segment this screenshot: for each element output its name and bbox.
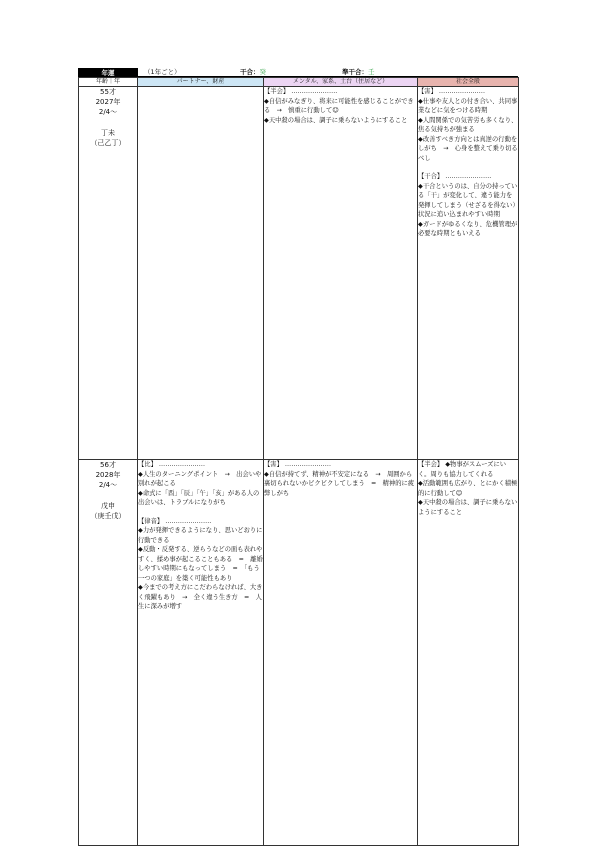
kango-label: 干合： [240, 68, 260, 76]
entry-heading: 【半会】 …………………. [264, 88, 338, 95]
nenun-sheet [78, 68, 518, 610]
entry-text: ◆命式に「酉」「辰」「午」「亥」がある人の出会いは、トラブルになりがち [138, 489, 260, 506]
junkango-label: 準干合： [342, 68, 368, 76]
junkango-value: 壬 [368, 68, 375, 76]
society-cell [418, 87, 519, 460]
entry-text: ◆改善すべき方向とは真逆の行動をしがち → 心身を整えて乗り切るべし [418, 135, 518, 162]
age-cell [79, 460, 138, 846]
col-mental: メンタル、家系、土台（住居など） [264, 78, 418, 87]
table-row [79, 87, 519, 460]
year: 2028年 [95, 471, 121, 479]
entry-text: ◆ガードがゆるくなり、危機管理が必要な時期ともいえる [418, 220, 518, 237]
subtitle: （1年ごと） [144, 68, 181, 76]
mental-cell [264, 460, 418, 846]
partner-cell [138, 460, 264, 846]
partner-cell [138, 87, 264, 460]
entry-text: ◆人間関係での気苦労も多くなり、焦る気持ちが強まる [418, 116, 518, 133]
entry-text: ◆人生のターニングポイント → 出会いや別れが起こる [138, 470, 262, 487]
col-age-year: 年齢｜年 [79, 78, 138, 87]
entry-text: ◆自信がみなぎり、将来に可能性を感じることができる → 慎重に行動して☺ [264, 97, 414, 114]
col-partner: パートナー、財産 [138, 78, 264, 87]
entry-text: ◆干合というのは、自分の持っている「干」が変化して、違う能力を発揮してしまう（せざるを得ない）状況に追い込まれやすい時期 [418, 182, 518, 218]
age: 56才 [100, 461, 116, 469]
sheet-header [78, 68, 518, 77]
entry-text: ◆天中殺の場合は、調子に乗らないようにすること [418, 499, 518, 516]
entry-heading: 【害】 …………………. [264, 461, 331, 468]
mental-cell [264, 87, 418, 460]
entry-heading: 【干合】 …………………. [418, 173, 492, 180]
entry-text: ◆仕事や友人との付き合い、共同事業などに気をつける時期 [418, 97, 518, 114]
kanshi-detail: （庚壬戊） [90, 512, 126, 520]
entry-text: ◆反動・反発する、逆らうなどの面も表れやすく、揉め事が起こることもある = 離婚しやすい時期にもなってしまう = 「もう一つの家庭」を築く可能性もあり [138, 546, 263, 582]
date: 2/4～ [98, 481, 118, 489]
date: 2/4～ [98, 108, 118, 116]
age: 55才 [100, 88, 116, 96]
kanshi: 丁未 [101, 129, 115, 137]
kango-value: 癸 [259, 68, 266, 76]
entry-heading: 【害】 …………………. [418, 88, 485, 95]
col-society: 社会全般 [418, 78, 519, 87]
fortune-table [78, 77, 519, 846]
entry-text: ◆自信が持てず、精神が不安定になる → 周囲から裏切られないかビクビクしてしまう = 精神的に疲弊しがち [264, 470, 415, 497]
entry-text: ◆力が発揮できるようになり、思いどおりに行動できる [138, 527, 263, 544]
kanshi: 戊申 [101, 502, 115, 510]
entry-text: ◆天中殺の場合は、調子に乗らないようにすること [264, 116, 408, 124]
nenun-title: 年運 [78, 68, 138, 78]
kanshi-detail: （己乙丁） [90, 139, 126, 147]
table-row [79, 460, 519, 846]
age-cell [79, 87, 138, 460]
entry-text: ◆今までの考え方にこだわらなければ、大きく飛躍もあり → 全く違う生き方 = 人生に深みが増す [138, 584, 263, 610]
entry-heading: 【律音】 …………………. [138, 517, 212, 525]
entry-text: ◆活動範囲も広がり、とにかく積極的に行動して☺ [418, 480, 518, 497]
entry-heading: 【比】 …………………. [138, 461, 205, 468]
society-cell [418, 460, 519, 846]
column-header-row [79, 78, 519, 87]
year: 2027年 [95, 98, 121, 106]
entry-text: 【半会】 ◆物事がスムーズにいく。周りも協力してくれる [418, 461, 507, 478]
